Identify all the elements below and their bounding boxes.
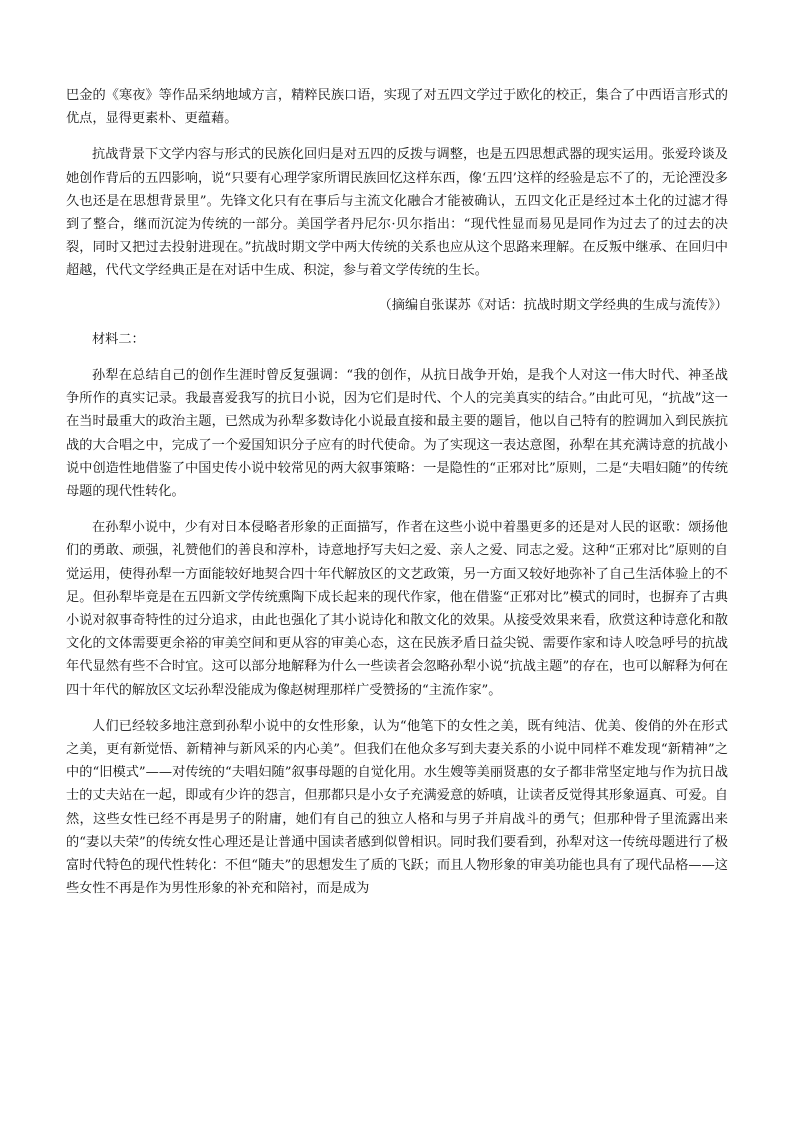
source-citation: （摘编自张谋苏《对话：抗战时期文学经典的生成与流传》）	[378, 297, 728, 313]
paragraph-3: 孙犁在总结自己的创作生涯时曾反复强调：“我的创作，从抗日战争开始，是我个人对这一伟大时代、神圣战争所作的真实记录。我最喜爱我写的抗日小说，因为它们是时代、个人的完美真实的结合。”由此可见，“抗战”这一在当时最重大的政治主题，已然成为孙犁多数诗化小说最直接和最主要的题旨，他以自己特有的腔调加入到民族抗战的大合唱之中，完成了一个爱国知识分子应有的时代使命。为了实现这一表达意图，孙犁在其充满诗意的抗战小说中创造性地借鉴了中国史传小说中较常见的两大叙事策略：一是隐性的“正邪对比”原则，二是“夫唱妇随”的传统母题的现代性转化。	[66, 368, 728, 500]
paragraph-2: 抗战背景下文学内容与形式的民族化回归是对五四的反拨与调整，也是五四思想武器的现实运用。张爱玲谈及她创作背后的五四影响，说“只要有心理学家所谓民族回忆这样东西，像‘五四’这样的经验是忘不了的，无论湮没多久也还是在思想背景里”。先锋文化只有在事后与主流文化融合才能被确认，五四文化正是经过本土化的过滤才得到了整合，继而沉淀为传统的一部分。美国学者丹尼尔·贝尔指出：“现代性显而易见是同作为过去了的过去的决裂，同时又把过去投射进现在。”抗战时期文学中两大传统的关系也应从这个思路来理解。在反叛中继承、在回归中超越，代代文学经典正是在对话中生成、积淀，参与着文学传统的生长。	[66, 147, 728, 279]
document-page	[66, 84, 728, 901]
paragraph-4: 在孙犁小说中，少有对日本侵略者形象的正面描写，作者在这些小说中着墨更多的还是对人民的讴歌：颂扬他们的勇敢、顽强，礼赞他们的善良和淳朴，诗意地抒写夫妇之爱、亲人之爱、同志之爱。这种“正邪对比”原则的自觉运用，使得孙犁一方面能较好地契合四十年代解放区的文艺政策，另一方面又较好地弥补了自己生活体验上的不足。但孙犁毕竟是在五四新文学传统熏陶下成长起来的现代作家，他在借鉴“正邪对比”模式的同时，也摒弃了古典小说对叙事奇特性的过分追求，由此也强化了其小说诗化和散文化的效果。从接受效果来看，欣赏这种诗意化和散文化的文体需要更余裕的审美空间和更从容的审美心态，这在民族矛盾日益尖锐、需要作家和诗人咬急呼号的抗战年代显然有些不合时宜。这可以部分地解释为什么一些读者会忽略孙犁小说“抗战主题”的存在，也可以解释为何在四十年代的解放区文坛孙犁没能成为像赵树理那样广受赞扬的“主流作家”。	[66, 520, 728, 698]
section-label: 材料二：	[92, 331, 145, 347]
paragraph-5: 人们已经较多地注意到孙犁小说中的女性形象，认为“他笔下的女性之美，既有纯洁、优美、俊俏的外在形式之美，更有新觉悟、新精神与新风采的内心美”。但我们在他众多写到夫妻关系的小说中同样不难发现“新精神”之中的“旧模式”——对传统的“夫唱妇随”叙事母题的自觉化用。水生嫂等美丽贤惠的女子都非常坚定地与作为抗日战士的丈夫站在一起，即或有少许的怨言，但那都只是小女子充满爱意的娇嗔，让读者反觉得其形象逼真、可爱。自然，这些女性已经不再是男子的附庸，她们有自己的独立人格和与男子并肩战斗的勇气；但那种骨子里流露出来的“妻以夫荣”的传统女性心理还是让普通中国读者感到似曾相识。同时我们要看到，孙犁对这一传统母题进行了极富时代特色的现代性转化：不但“随夫”的思想发生了质的飞跃；而且人物形象的审美功能也具有了现代品格——这些女性不再是作为男性形象的补充和陪衬，而是成为	[66, 718, 728, 897]
paragraph-1: 巴金的《寒夜》等作品采纳地域方言，精粹民族口语，实现了对五四文学过于欧化的校正，集合了中西语言形式的优点，显得更素朴、更蕴藉。	[66, 88, 728, 127]
